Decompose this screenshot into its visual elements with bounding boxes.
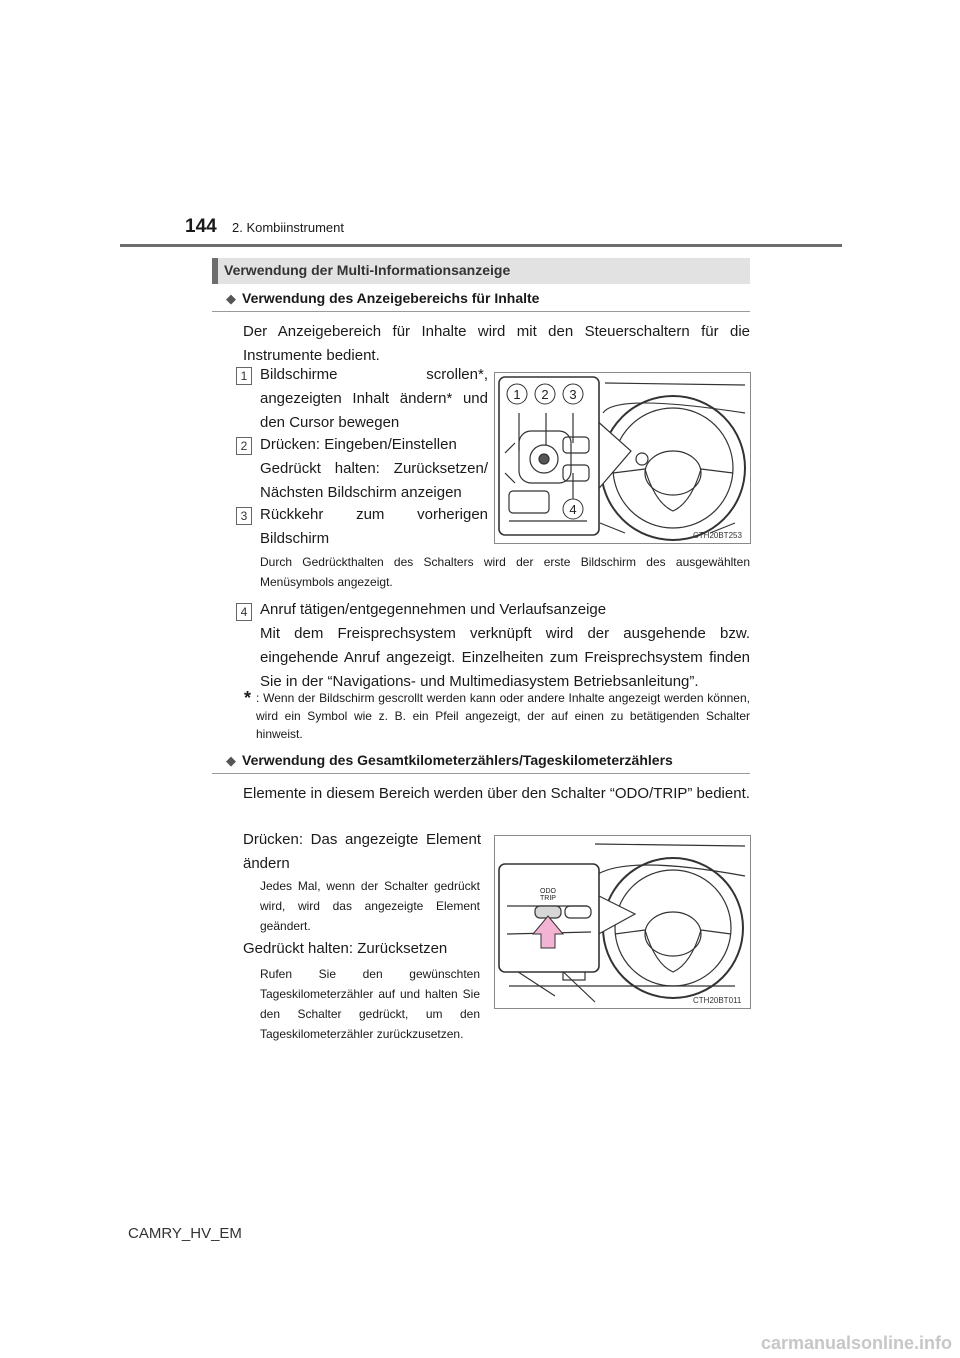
item-number-2: 2 [236,437,252,455]
subheading-rule [212,773,750,774]
header-rule [120,244,842,247]
item-3-text: Rückkehr zum vorherigen Bildschirm [260,506,488,547]
subheading-text: Verwendung des Gesamtkilometerzählers/Tageskilometerzählers [242,752,673,768]
footnote-mark: * [244,688,252,708]
press-note: Jedes Mal, wenn der Schalter gedrückt wird, wird das angezeigte Element geändert. [260,879,480,933]
subheading-odometer [226,752,673,769]
steering-switch-figure [494,372,751,544]
diamond-icon: ◆ [226,753,236,768]
item-4-text: Mit dem Freisprechsystem verknüpft wird der ausgehende bzw. eingehende Anruf angezeigt. Einzelheiten zum Freisprechsystem finden Sie in der “Navigations- und Multimediasystem Betriebsanleitung”. [260,625,750,690]
figure-code-label: CTH20BT253 [693,531,742,540]
callout-2: 2 [541,387,549,402]
item-2-text: Drücken: Eingeben/Einstellen [260,436,457,453]
odo-label: ODO [540,888,556,895]
trip-label: TRIP [540,895,556,902]
callout-1: 1 [513,387,521,402]
footnote-text: : Wenn der Bildschirm gescrollt werden kann oder andere Inhalte angezeigt werden können, wird ein Symbol wie z. B. ein Pfeil angezeigt, der auf einen zu betätigenden Schalter hinweist. [256,691,750,741]
watermark: carmanualsonline.info [760,1333,952,1353]
callout-3: 3 [569,387,577,402]
subheading-text: Verwendung des Anzeigebereichs für Inhalte [242,290,540,306]
item-number-4: 4 [236,603,252,621]
footer-code: CAMRY_HV_EM [128,1225,242,1242]
page-number: 144 [185,216,217,237]
odometer-intro: Elemente in diesem Bereich werden über den Schalter “ODO/TRIP” bedient. [243,785,750,802]
intro-paragraph: Der Anzeigebereich für Inhalte wird mit den Steuerschaltern für die Instrumente bedient. [243,323,750,364]
hold-reset-note: Rufen Sie den gewünschten Tageskilometerzähler auf und halten Sie den Schalter gedrückt, um den Tageskilometerzähler zurückzusetzen. [260,967,480,1041]
chapter-title: 2. Kombiinstrument [232,220,344,235]
subheading-content-area [226,290,539,307]
diamond-icon: ◆ [226,291,236,306]
item-2-hold-text: Gedrückt halten: Zurücksetzen/ Nächsten Bildschirm anzeigen [260,460,488,501]
hold-note: Durch Gedrückthalten des Schalters wird der erste Bildschirm des ausgewählten Menüsymbols angezeigt. [260,555,750,589]
section-title: Verwendung der Multi-Informationsanzeige [224,262,511,278]
figure-code-label-2: CTH20BT011 [693,996,742,1005]
subheading-rule [212,311,750,312]
item-number-3: 3 [236,507,252,525]
item-4-title: Anruf tätigen/entgegennehmen und Verlaufsanzeige [260,601,607,618]
odo-trip-illustration [495,836,750,1008]
item-1-text: Bildschirme scrollen*, angezeigten Inhalt ändern* und den Cursor bewegen [260,366,488,431]
odo-trip-figure [494,835,751,1009]
callout-4: 4 [569,502,577,517]
steering-wheel-illustration [495,373,750,543]
press-text: Drücken: Das angezeigte Element ändern [243,831,481,872]
item-number-1: 1 [236,367,252,385]
hold-text: Gedrückt halten: Zurücksetzen [243,940,448,957]
